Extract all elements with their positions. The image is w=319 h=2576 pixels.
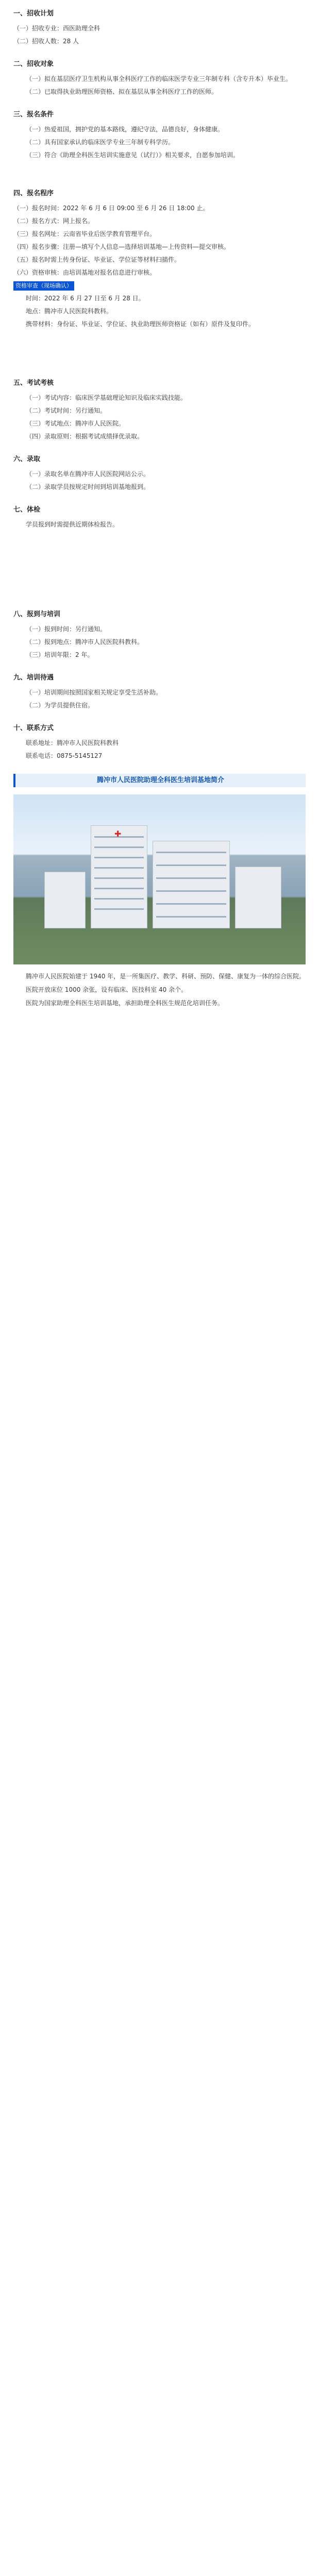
text-line: （三）符合《助理全科医生培训实施意见（试行）》相关要求，自愿参加培训。 — [26, 151, 240, 159]
section-7 — [13, 504, 306, 530]
text-line: 地点：腾冲市人民医院科教科。 — [26, 308, 113, 315]
section-10 — [13, 723, 306, 761]
section-title: 五、考试考核 — [13, 379, 54, 387]
section-8 — [13, 609, 306, 660]
text-line: （一）录取名单在腾冲市人民医院网站公示。 — [26, 470, 150, 478]
building-shape — [235, 867, 281, 928]
intro-banner: 腾冲市人民医院助理全科医生培训基地简介 — [13, 774, 306, 787]
text-line: （二）录取学员按规定时间到培训基地报到。 — [26, 483, 150, 490]
section-title: 七、体检 — [13, 506, 41, 514]
text-line: （五）报名时需上传身份证、毕业证、学位证等材料扫描件。 — [13, 256, 181, 263]
text-line: 联系电话：0875-5145127 — [26, 752, 103, 759]
text-line: （四）录取原则：根据考试成绩择优录取。 — [26, 433, 144, 440]
section-title: 八、报到与培训 — [13, 611, 61, 618]
section-title: 三、报名条件 — [13, 111, 54, 118]
intro-text — [13, 971, 306, 1009]
hospital-photo — [13, 794, 306, 964]
text-line: 学员报到时需提供近期体检报告。 — [26, 521, 119, 528]
text-line: （一）报到时间：另行通知。 — [26, 625, 107, 633]
text-line: （三）报名网址：云南省毕业后医学教育管理平台。 — [13, 230, 156, 238]
text-line: 携带材料：身份证、毕业证、学位证、执业助理医师资格证（如有）原件及复印件。 — [26, 320, 255, 328]
text-line: （一）热爱祖国，拥护党的基本路线，遵纪守法，品德良好，身体健康。 — [26, 126, 224, 133]
building-shape — [44, 872, 86, 928]
text-line: （二）已取得执业助理医师资格、拟在基层从事全科医疗工作的医师。 — [26, 88, 218, 95]
text-line: （四）报名步骤：注册—填写个人信息—选择培训基地—上传资料—提交审核。 — [13, 243, 230, 250]
highlight-label: 资格审查（现场确认） — [13, 281, 74, 291]
building-shape — [153, 841, 230, 928]
section-6 — [13, 454, 306, 493]
text-line: （一）拟在基层医疗卫生机构从事全科医疗工作的临床医学专业三年制专科（含专升本）毕业生。 — [26, 75, 292, 82]
text-line: （二）具有国家承认的临床医学专业三年制专科学历。 — [26, 139, 175, 146]
text-line: （六）资格审核：由培训基地对报名信息进行审核。 — [13, 269, 156, 276]
text-line: （二）报名方式：网上报名。 — [13, 217, 94, 225]
section-title: 九、培训待遇 — [13, 674, 54, 682]
section-title: 四、报名程序 — [13, 190, 54, 197]
text-line: （一）考试内容：临床医学基础理论知识及临床实践技能。 — [26, 394, 187, 401]
section-1 — [13, 8, 306, 47]
text-line: （二）报到地点：腾冲市人民医院科教科。 — [26, 638, 144, 646]
section-2 — [13, 59, 306, 97]
text-line: （一）招收专业：西医助理全科 — [13, 25, 100, 32]
text-line: （二）为学员提供住宿。 — [26, 702, 94, 709]
red-cross-icon: ✚ — [114, 829, 122, 839]
text-line: 联系地址：腾冲市人民医院科教科 — [26, 739, 119, 747]
text-line: （一）培训期间按照国家相关规定享受生活补助。 — [26, 689, 162, 696]
intro-paragraph: 医院开放床位 1000 余张，设有临床、医技科室 40 余个。 — [26, 986, 188, 993]
section-4 — [13, 188, 306, 330]
section-title: 一、招收计划 — [13, 10, 54, 18]
section-title: 十、联系方式 — [13, 724, 54, 732]
text-line: 时间：2022 年 6 月 27 日至 6 月 28 日。 — [26, 295, 145, 302]
text-line: （三）培训年限：2 年。 — [26, 651, 94, 658]
text-line: （二）招收人数：28 人 — [13, 38, 79, 45]
section-title: 六、录取 — [13, 455, 41, 463]
text-line: （二）考试时间：另行通知。 — [26, 407, 107, 414]
text-line: （三）考试地点：腾冲市人民医院。 — [26, 420, 125, 427]
section-3 — [13, 109, 306, 161]
section-9 — [13, 672, 306, 711]
section-title: 二、招收对象 — [13, 60, 54, 68]
building-shape — [91, 825, 147, 928]
announcement-page — [0, 0, 319, 1009]
intro-paragraph: 腾冲市人民医院始建于 1940 年，是一所集医疗、教学、科研、预防、保健、康复为一体的综合医院。 — [26, 973, 306, 980]
text-line: （一）报名时间：2022 年 6 月 6 日 09:00 至 6 月 26 日 18:00 止。 — [13, 205, 209, 212]
section-5 — [13, 378, 306, 442]
intro-paragraph: 医院为国家助理全科医生培训基地，承担助理全科医生规范化培训任务。 — [26, 999, 224, 1007]
